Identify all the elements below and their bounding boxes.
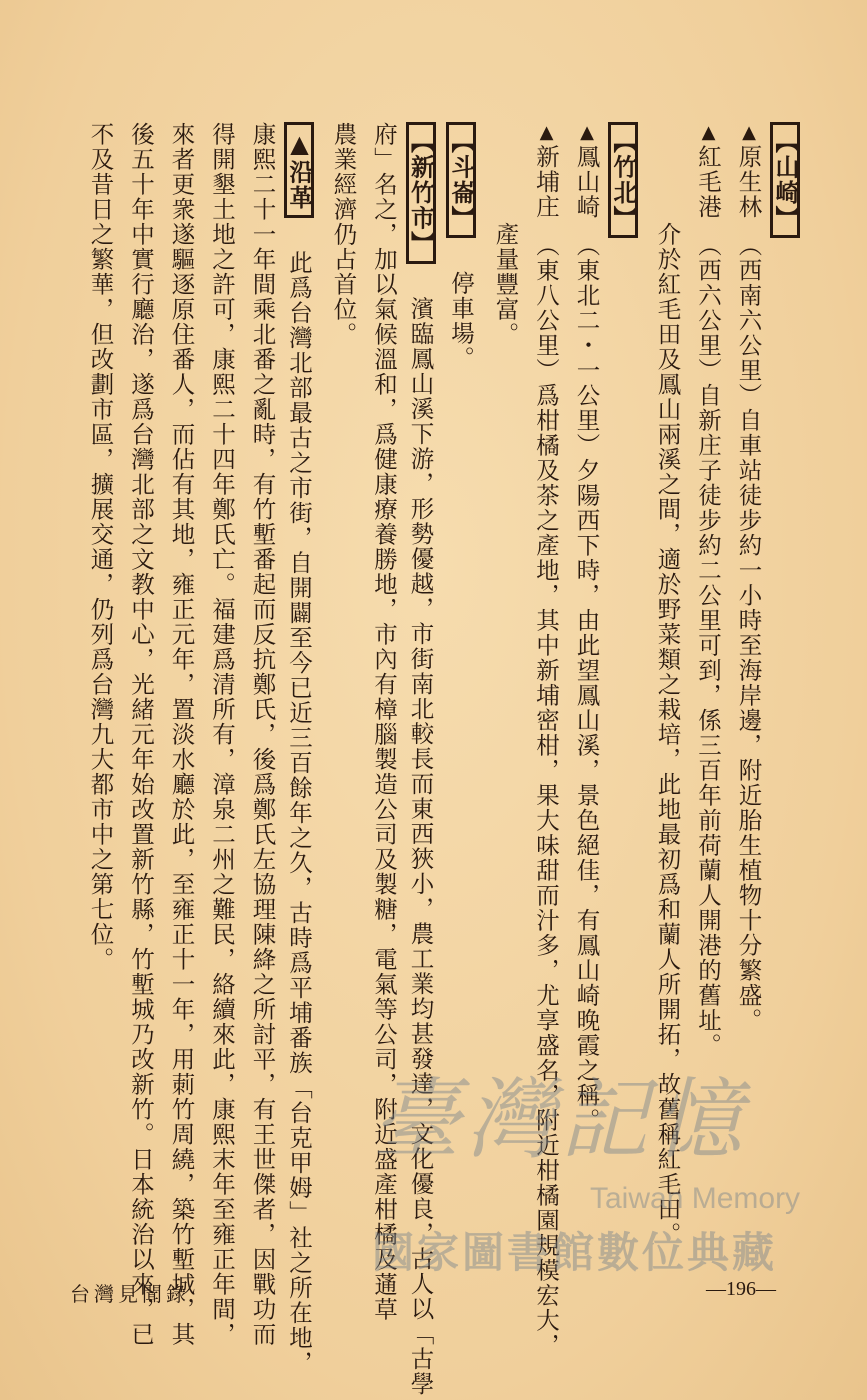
text-column [120,122,155,1347]
bullet-triangle-icon: ▲ [698,122,719,145]
page-number: —196— [706,1278,776,1300]
text-column [201,122,236,1347]
column-text: 此爲台灣北部最古之市街，自開闢至今已近三百餘年之久，古時爲平埔番族「台克甲姆」社之所在地， [285,225,313,1376]
text-column [728,122,763,1033]
text-column [323,122,358,347]
text-column [525,122,560,1358]
section-heading-column [768,122,800,246]
section-heading-column [444,122,476,371]
column-text: 產量豐富。 [491,122,520,347]
section-heading: 【山崎】 [770,122,800,238]
text-column [161,122,196,1347]
bullet-triangle-icon: ▲ [738,122,760,145]
text-column [80,122,115,972]
bullet-triangle-icon: ▲ [576,122,598,145]
column-text: 不及昔日之繁華，但改劃市區，擴展交通，仍列爲台灣九大都市中之第七位。 [86,122,115,972]
column-text: 農業經濟仍占首位。 [329,122,358,347]
text-column [566,122,601,1133]
section-heading: 【竹北】 [608,122,638,238]
watermark-calligraphy: 臺灣記憶 [372,1068,749,1171]
section-heading: 【新竹市】 [406,122,436,264]
column-text: 鳳山崎 （東北二・一公里）夕陽西下時，由此望鳳山溪，景色絕佳，有鳳山崎晚霞之稱。 [572,144,601,1133]
column-text: 後五十年中實行廳治，遂爲台灣北部之文教中心，光緒元年始改置新竹縣，竹塹城乃改新竹。日本統治以來，已 [127,122,155,1347]
text-column [363,122,398,1322]
text-column [687,122,722,1058]
section-heading-column [606,122,638,246]
column-text: 介於紅毛田及鳳山兩溪之間，適於野菜類之栽培，此地最初爲和蘭人所開拓，故舊稱紅毛田。 [653,122,682,1247]
watermark-library: 國家圖書館數位典藏 [372,1228,778,1277]
column-text: 新埔庄 （東八公里）爲柑橘及茶之產地，其中新埔密柑，果大味甜而汁多，尤享盛名，附近柑橘園規模宏大， [532,144,560,1358]
column-text: 紅毛港 （西六公里）自新庄子徒步約二公里可到，係三百年前荷蘭人開港的舊址。 [694,144,722,1058]
section-heading-column [282,122,314,1376]
text-column [242,122,277,1347]
section-heading: ▲沿革 [284,122,314,218]
column-text: 來者更衆遂驅逐原住番人，而佔有其地，雍正元年，置淡水廳於此，至雍正十一年，用莿竹周繞，築竹塹城，其 [167,122,196,1347]
bullet-triangle-icon: ▲ [536,122,557,145]
column-text: 原生林 （西南六公里）自車站徒步約一小時至海岸邊，附近胎生植物十分繁盛。 [734,144,763,1033]
text-column [647,122,682,1247]
text-column [485,122,520,347]
section-heading: 【斗崙】 [446,122,476,238]
column-text: 得開墾土地之許可，康熙二十四年鄭氏亡。福建爲清所有，漳泉二州之難民，絡續來此，康熙末年至雍正年間， [208,122,236,1347]
column-text: 康熙二十一年間乘北番之亂時，有竹塹番起而反抗鄭氏，後爲鄭氏左協理陳絳之所討平，有王世傑者，因戰功而 [248,122,277,1347]
column-text: 濱臨鳳山溪下游，形勢優越，市街南北較長而東西狹小，農工業均甚發達，文化優良，古人以「古學 [406,271,435,1397]
column-text: 停車場。 [447,246,475,371]
section-heading-column [404,122,436,1397]
watermark-english: Taiwan Memory [590,1182,801,1215]
book-title: 台灣見聞錄 [70,1282,190,1306]
column-text: 府」名之，加以氣候溫和，爲健康療養勝地，市內有樟腦製造公司及製糖，電氣等公司，附近盛產柑橘及蓪草 [370,122,398,1322]
